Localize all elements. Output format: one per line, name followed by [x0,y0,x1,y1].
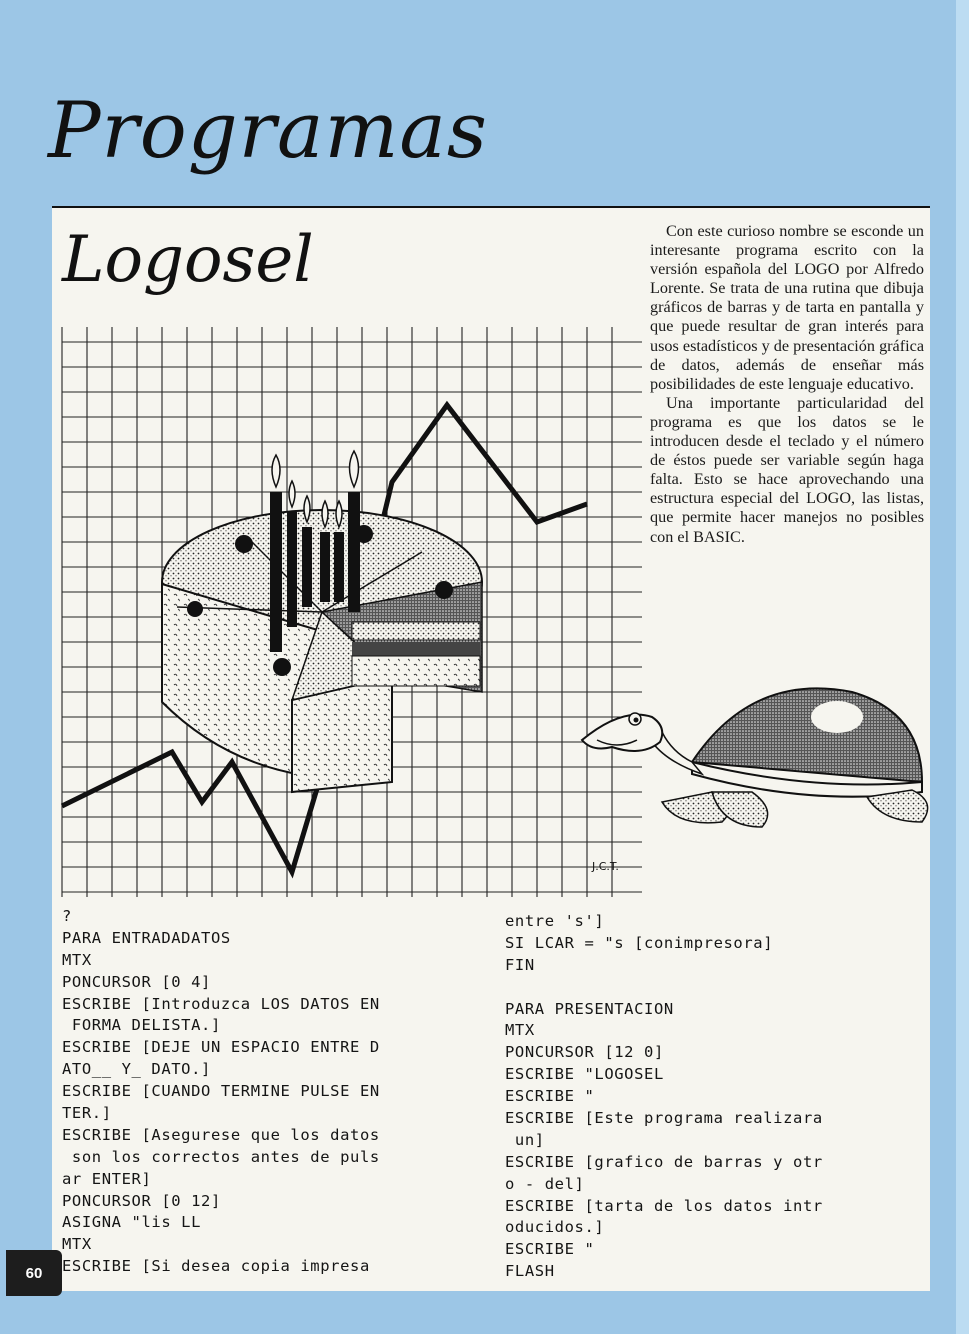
code-line: FLASH [505,1262,555,1281]
header-rule [52,206,930,208]
code-line [505,977,823,999]
code-line: FORMA DELISTA.] [62,1016,221,1035]
code-line: ESCRIBE " [505,1087,595,1106]
code-line: TER.] [62,1104,112,1123]
code-line: FIN [505,955,535,974]
section-title: Programas [48,86,488,176]
code-line: ar ENTER] [62,1169,152,1188]
code-line: ESCRIBE [Este programa realizara [505,1109,823,1128]
cake-drawing [162,451,482,792]
code-line: MTX [62,950,92,969]
code-line: ESCRIBE [Asegurese que los datos [62,1125,380,1144]
code-line: MTX [505,1021,535,1040]
code-listing-right [505,911,823,1283]
code-line: ASIGNA "lis LL [62,1213,202,1232]
code-line: ESCRIBE [grafico de barras y otr [505,1152,823,1171]
illustration-signature: J.C.T. [592,860,619,873]
code-line: SI LCAR = "s [conimpresora] [505,933,774,952]
code-line: ? [62,907,72,925]
code-line: PONCURSOR [0 4] [62,972,211,991]
code-line: ESCRIBE [CUANDO TERMINE PULSE EN [62,1082,380,1101]
code-line: PARA PRESENTACION [505,999,674,1018]
page-edge-strip [956,0,969,1334]
code-line: ATO__ Y_ DATO.] [62,1060,211,1079]
article-title: Logosel [62,223,314,297]
code-listing-left [62,906,380,1278]
code-line: entre 's'] [505,912,605,930]
code-line: MTX [62,1235,92,1254]
intro-paragraph: Con este curioso nombre se esconde un interesante programa escrito con la versión española del LOGO por Alfredo Lorente. Se trata de una rutina que dibuja gráficos de barras y de tarta en pantalla y que puede resultar de gran interés para usos estadísticos y de presentación gráfica de datos, además de enseñar más posibilidades de este lenguaje educativo. [650,222,924,393]
code-line: ESCRIBE [Si desea copia impresa [62,1257,370,1276]
page-number: 60 [6,1250,62,1296]
code-line: son los correctos antes de puls [62,1147,380,1166]
code-line: PONCURSOR [0 12] [62,1191,221,1210]
code-line: ESCRIBE [Introduzca LOS DATOS EN [62,994,380,1013]
code-line: PARA ENTRADADATOS [62,928,231,947]
code-line: o - del] [505,1174,585,1193]
code-line: ESCRIBE " [505,1240,595,1259]
intro-text [650,222,924,547]
intro-paragraph: Una importante particularidad del programa es que los datos se le introducen desde el teclado y el número de éstos puede ser variable según haga falta. Esto se hace aprovechando una estructura especial del LOGO, las listas, que permite hacer manejos no posibles con el BASIC. [650,393,924,546]
code-line: ESCRIBE "LOGOSEL [505,1065,664,1084]
code-line: ESCRIBE [tarta de los datos intr [505,1196,823,1215]
code-line: un] [505,1130,545,1149]
code-line: oducidos.] [505,1218,605,1237]
code-line: PONCURSOR [12 0] [505,1043,664,1062]
code-line: ESCRIBE [DEJE UN ESPACIO ENTRE D [62,1038,380,1057]
turtle-drawing [582,688,928,827]
